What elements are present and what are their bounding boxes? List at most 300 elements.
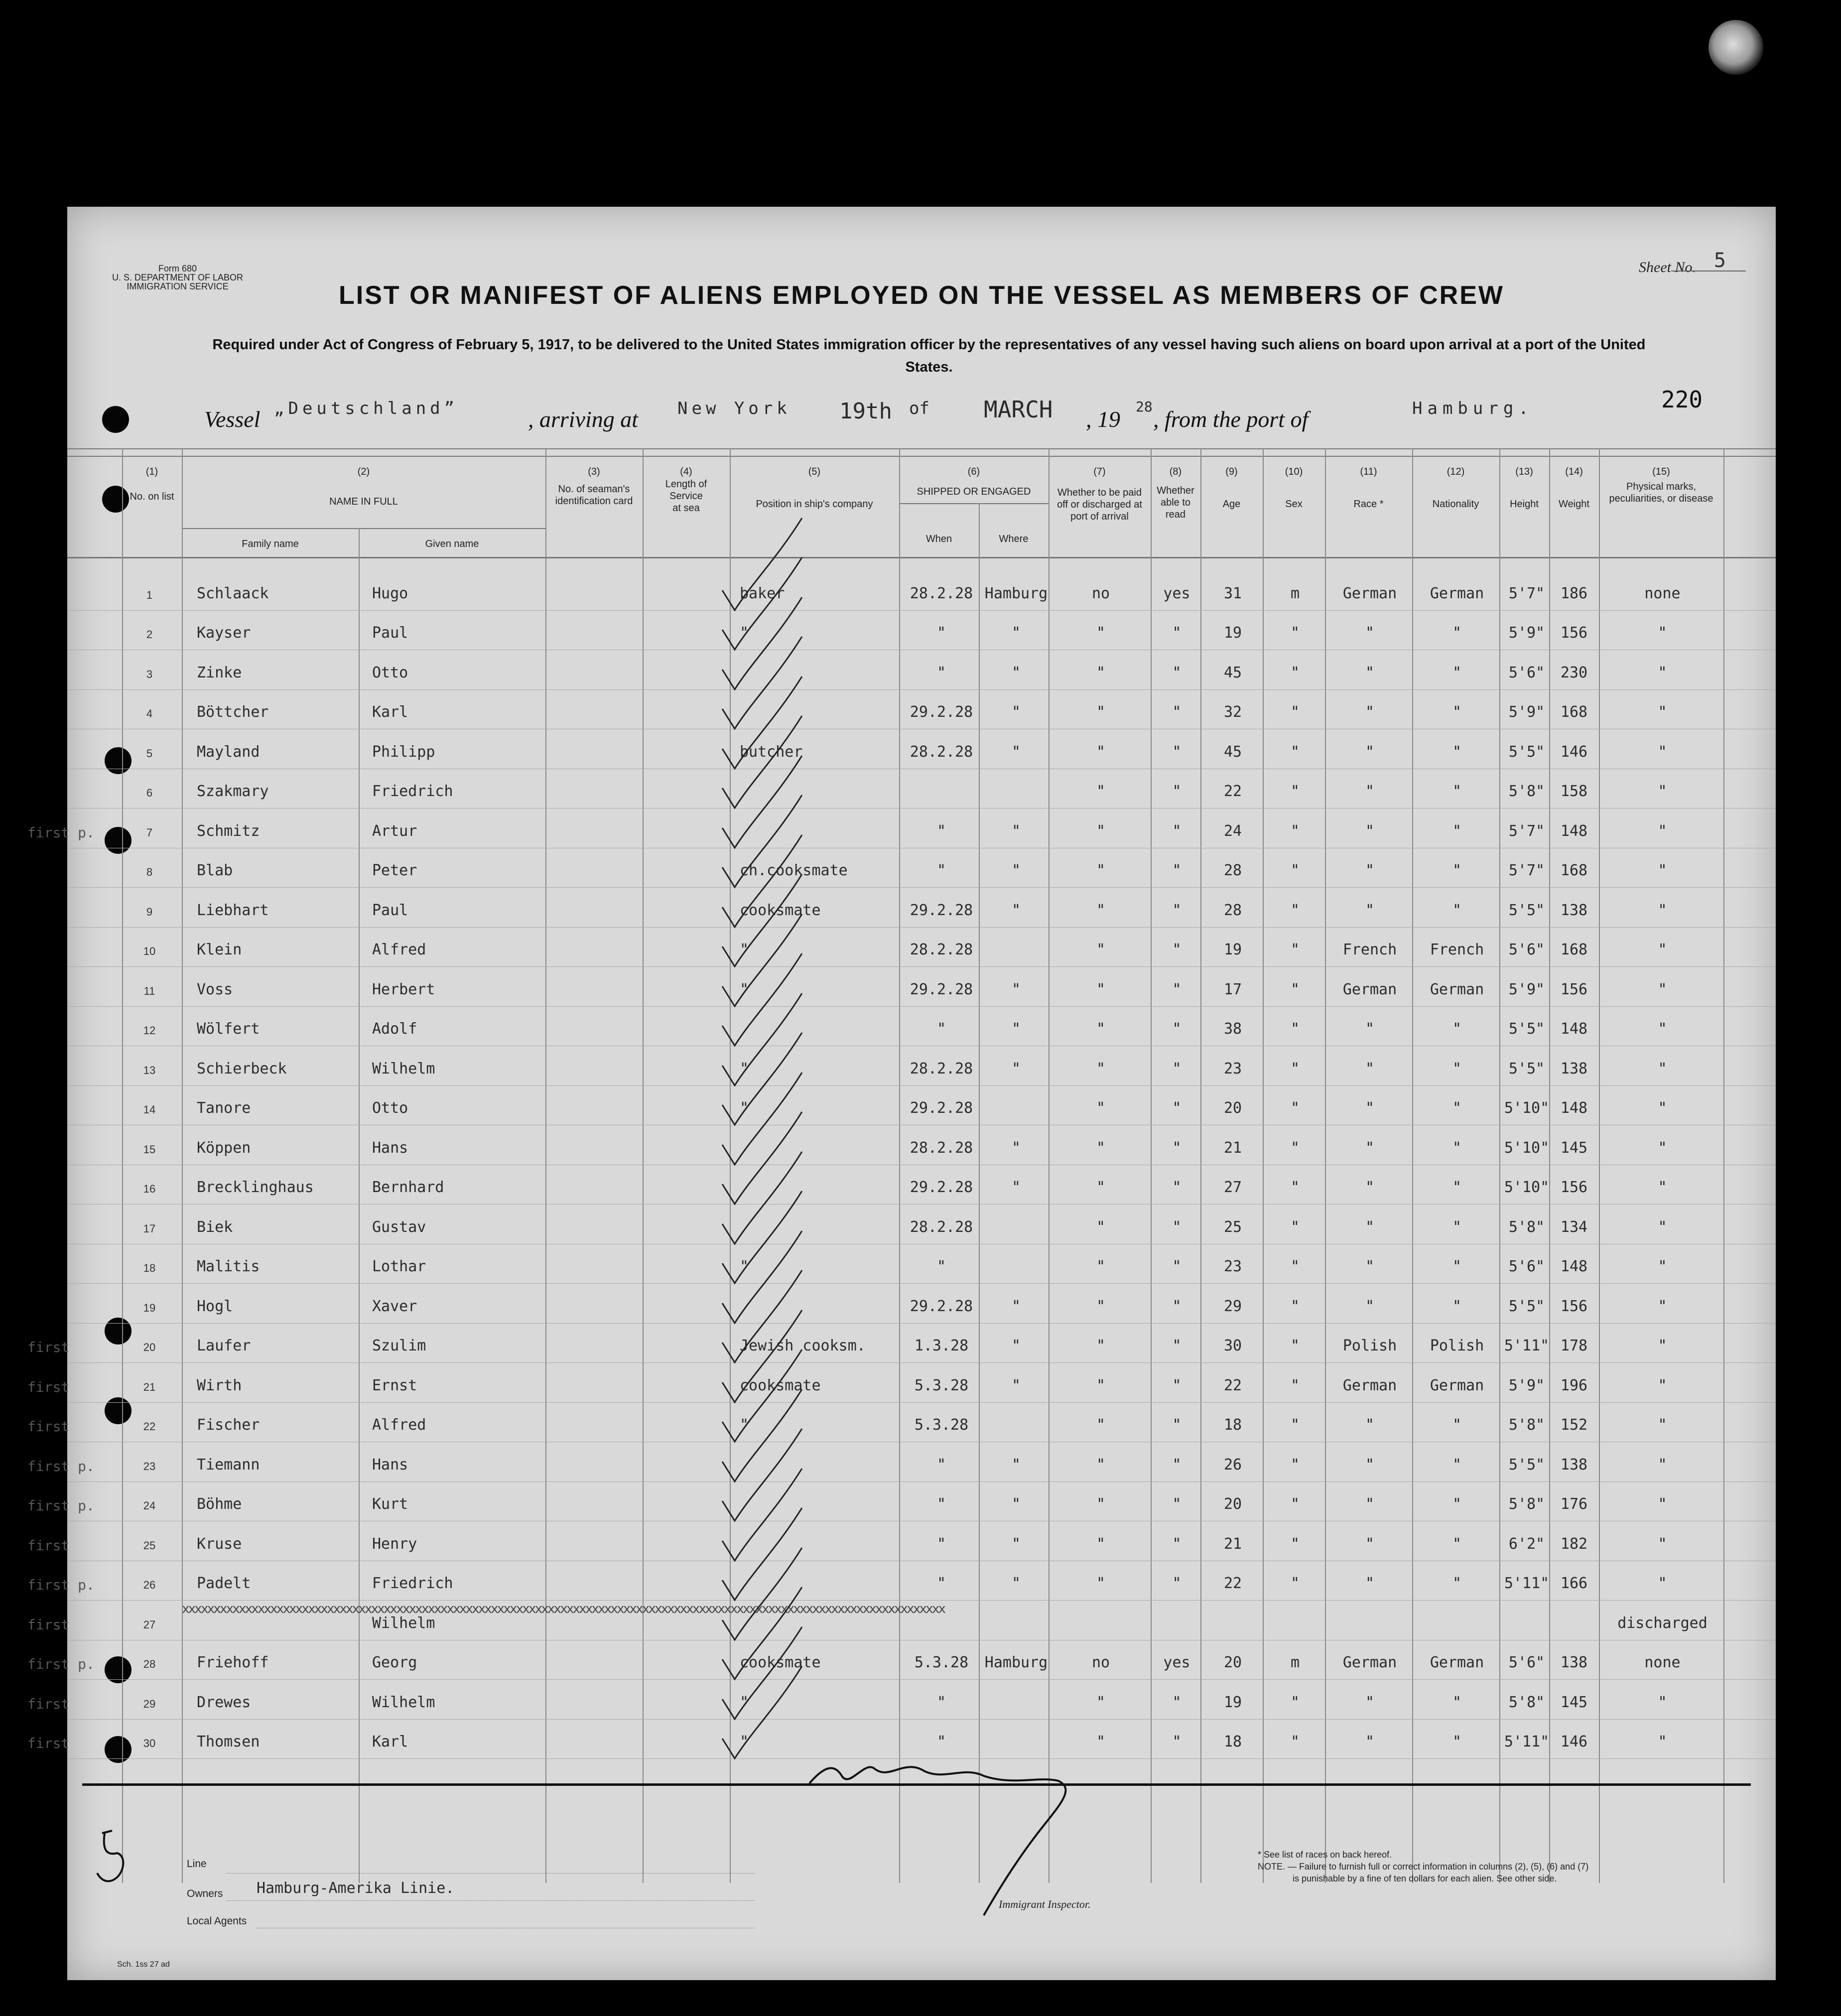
col-6-number: (6) xyxy=(967,466,980,477)
col-15-number: (15) xyxy=(1652,466,1670,477)
row-annotation: first p. xyxy=(27,1497,95,1514)
age: 21 xyxy=(1223,1535,1242,1553)
col-3-header: No. of seaman's identification card xyxy=(555,484,633,507)
weight: 158 xyxy=(1560,783,1588,800)
struck-out-row: xxxxxxxxxxxxxxxxxxxxxxxxxxxxxxxxxxxxxxxxxxxxxxxxxxxxxxxxxxxxxxxxxxxxxxxxxxxxxxxxxxxxxxxxxxxxxxxxxxxxxxxxxxxxxxxxxxxxxxxxx xyxy=(182,1602,945,1616)
height: 5'6" xyxy=(1508,941,1545,958)
shipped-when: " xyxy=(936,1020,946,1038)
race: German xyxy=(1342,981,1397,998)
sex: " xyxy=(1290,624,1300,642)
check-mark xyxy=(722,1310,802,1402)
arrival-port: New York xyxy=(677,399,791,418)
shipped-when: " xyxy=(936,1575,946,1592)
race: " xyxy=(1365,862,1375,879)
shipped-where: " xyxy=(1011,1535,1021,1553)
age: 17 xyxy=(1223,981,1242,998)
shipped-when: 28.2.28 xyxy=(910,1139,973,1157)
row-annotation: first xyxy=(27,1537,70,1554)
race: German xyxy=(1342,1377,1397,1394)
row-number: 17 xyxy=(143,1222,156,1235)
paid-off: " xyxy=(1096,1495,1106,1513)
departure-port: Hamburg. xyxy=(1412,399,1534,418)
given-name: Adolf xyxy=(372,1020,417,1038)
race: " xyxy=(1365,1535,1375,1553)
shipped-where: Hamburg xyxy=(984,1654,1048,1671)
physical-marks: " xyxy=(1658,1099,1667,1117)
department: U. S. DEPARTMENT OF LABOR xyxy=(112,272,244,282)
able-to-read: " xyxy=(1172,624,1182,642)
given-name: Kurt xyxy=(372,1495,408,1513)
paid-off: " xyxy=(1096,1575,1106,1592)
shipped-where: " xyxy=(1011,862,1021,879)
shipped-when: " xyxy=(936,1456,946,1474)
check-mark xyxy=(722,1112,802,1204)
age: 23 xyxy=(1223,1060,1242,1077)
row-number: 21 xyxy=(143,1381,156,1393)
row-number: 13 xyxy=(143,1064,156,1076)
paid-off: " xyxy=(1096,981,1106,998)
nationality: German xyxy=(1430,1377,1484,1394)
position: " xyxy=(740,1733,749,1750)
row-number: 12 xyxy=(143,1024,156,1037)
check-mark xyxy=(722,637,802,729)
family-name: Blab xyxy=(197,862,233,879)
weight: 138 xyxy=(1560,1654,1588,1671)
agents-label: Local Agents xyxy=(187,1915,247,1927)
given-name: Paul xyxy=(372,624,408,642)
shipped-where: " xyxy=(1011,1337,1021,1354)
given-name: Hans xyxy=(372,1139,408,1157)
family-name: Zinke xyxy=(197,664,242,681)
line-rule xyxy=(227,1873,755,1874)
able-to-read: " xyxy=(1172,1099,1182,1117)
physical-marks: " xyxy=(1658,1258,1667,1275)
weight: 166 xyxy=(1560,1575,1588,1592)
family-name: Böhme xyxy=(197,1495,242,1513)
age: 26 xyxy=(1223,1456,1242,1474)
able-to-read: " xyxy=(1172,1218,1182,1236)
given-name: Alfred xyxy=(372,941,426,958)
row-annotation: first p. xyxy=(27,1458,95,1475)
sex: " xyxy=(1290,1337,1300,1354)
nationality: " xyxy=(1452,1298,1462,1315)
shipped-when: 5.3.28 xyxy=(914,1416,969,1434)
check-mark xyxy=(722,993,802,1085)
family-name: Biek xyxy=(197,1218,233,1236)
nationality: " xyxy=(1452,1258,1462,1275)
nationality: " xyxy=(1452,664,1462,681)
shipped-where: " xyxy=(1011,1179,1021,1196)
height: 5'8" xyxy=(1508,1416,1545,1434)
physical-marks: " xyxy=(1658,1416,1667,1434)
paid-off: " xyxy=(1096,1456,1106,1474)
weight: 176 xyxy=(1560,1495,1588,1513)
col-15-header: Physical marks, peculiarities, or disease xyxy=(1609,481,1713,504)
physical-marks: " xyxy=(1658,783,1667,800)
weight: 138 xyxy=(1560,1060,1588,1077)
race: French xyxy=(1342,941,1397,958)
race: " xyxy=(1365,1139,1375,1157)
nationality: " xyxy=(1452,1416,1462,1434)
race: German xyxy=(1342,1654,1397,1671)
sex: " xyxy=(1290,1258,1300,1275)
row-number: 23 xyxy=(143,1460,156,1473)
line-label: Line xyxy=(187,1858,207,1870)
race: " xyxy=(1365,743,1375,761)
family-name: Schierbeck xyxy=(197,1060,287,1077)
position: " xyxy=(740,1060,749,1077)
shipped-when: 29.2.28 xyxy=(910,902,973,919)
sex: " xyxy=(1290,1495,1300,1513)
family-name: Wölfert xyxy=(197,1020,260,1038)
row-number: 7 xyxy=(146,826,153,839)
given-name: Ernst xyxy=(372,1377,417,1394)
nationality: " xyxy=(1452,902,1462,919)
paid-off: " xyxy=(1096,1020,1106,1038)
shipped-where: " xyxy=(1011,1298,1021,1315)
row-number: 6 xyxy=(146,787,153,799)
weight: 156 xyxy=(1560,624,1588,642)
sex: " xyxy=(1290,1139,1300,1157)
shipped-where: " xyxy=(1011,1020,1021,1038)
able-to-read: " xyxy=(1172,783,1182,800)
age: 29 xyxy=(1223,1298,1242,1315)
note-fine: NOTE. — Failure to furnish full or correct information in columns (2), (5), (6) and (7) xyxy=(1258,1862,1589,1872)
row-number: 18 xyxy=(143,1262,156,1274)
shipped-where: " xyxy=(1011,1495,1021,1513)
owners-value: Hamburg-Amerika Linie. xyxy=(257,1880,455,1897)
height: 5'9" xyxy=(1508,624,1545,642)
sex: " xyxy=(1290,743,1300,761)
able-to-read: " xyxy=(1172,941,1182,958)
family-name: Köppen xyxy=(197,1139,251,1157)
age: 20 xyxy=(1223,1654,1242,1671)
sex: " xyxy=(1290,1416,1300,1434)
col-11-header: Race * xyxy=(1353,499,1384,510)
able-to-read: yes xyxy=(1163,1654,1190,1671)
able-to-read: " xyxy=(1172,1020,1182,1038)
shipped-where: " xyxy=(1011,1060,1021,1077)
able-to-read: " xyxy=(1172,1179,1182,1196)
weight: 146 xyxy=(1560,1733,1588,1750)
shipped-where: " xyxy=(1011,902,1021,919)
row-number: 2 xyxy=(146,628,153,641)
row-annotation: first xyxy=(27,1616,70,1633)
nationality: German xyxy=(1430,981,1484,998)
paid-off: " xyxy=(1096,1337,1106,1354)
race: " xyxy=(1365,902,1375,919)
check-mark xyxy=(722,1548,802,1640)
shipped-when: 28.2.28 xyxy=(910,585,973,602)
weight: 146 xyxy=(1560,743,1588,761)
physical-marks: " xyxy=(1658,941,1667,958)
position: " xyxy=(740,981,749,998)
check-mark xyxy=(722,1152,802,1244)
family-name: Tanore xyxy=(197,1099,251,1117)
paid-off: " xyxy=(1096,624,1106,642)
race: " xyxy=(1365,624,1375,642)
shipped-when: 28.2.28 xyxy=(910,743,973,761)
nationality: " xyxy=(1452,1575,1462,1592)
inspector-signature xyxy=(809,1767,1065,1915)
family-name: Thomsen xyxy=(197,1733,260,1750)
able-to-read: " xyxy=(1172,822,1182,840)
check-mark xyxy=(722,756,802,848)
paid-off: " xyxy=(1096,1139,1106,1157)
weight: 138 xyxy=(1560,902,1588,919)
height: 5'11" xyxy=(1504,1575,1550,1592)
nationality: " xyxy=(1452,1218,1462,1236)
physical-marks: " xyxy=(1658,1535,1667,1553)
height: 5'6" xyxy=(1508,1654,1545,1671)
row-number: 30 xyxy=(143,1737,156,1749)
paid-off: " xyxy=(1096,902,1106,919)
row-number: 22 xyxy=(143,1420,156,1433)
shipped-when: " xyxy=(936,1535,946,1553)
check-mark xyxy=(722,716,802,808)
family-name: Fischer xyxy=(197,1416,260,1434)
col-2b-header: Given name xyxy=(425,538,479,549)
nationality: German xyxy=(1430,1654,1484,1671)
given-name: Lothar xyxy=(372,1258,426,1275)
able-to-read: " xyxy=(1172,1377,1182,1394)
vessel-label: Vessel xyxy=(204,406,261,432)
position: cooksmate xyxy=(740,1377,821,1394)
shipped-when: " xyxy=(936,624,946,642)
row-number: 25 xyxy=(143,1539,156,1552)
nationality: " xyxy=(1452,1495,1462,1513)
row-number: 14 xyxy=(143,1103,156,1116)
weight: 230 xyxy=(1560,664,1588,681)
col-5-number: (5) xyxy=(808,466,821,477)
physical-marks: " xyxy=(1658,1060,1667,1077)
height: 5'9" xyxy=(1508,703,1545,721)
weight: 148 xyxy=(1560,1020,1588,1038)
paid-off: " xyxy=(1096,941,1106,958)
age: 24 xyxy=(1223,822,1242,840)
paid-off: " xyxy=(1096,1099,1106,1117)
check-mark xyxy=(722,1231,802,1323)
position: cooksmate xyxy=(740,902,821,919)
sex: " xyxy=(1290,1218,1300,1236)
col-4-number: (4) xyxy=(680,466,692,477)
nationality: " xyxy=(1452,1694,1462,1711)
col-8-number: (8) xyxy=(1169,466,1182,477)
race: " xyxy=(1365,1575,1375,1592)
age: 28 xyxy=(1223,862,1242,879)
height: 5'5" xyxy=(1508,902,1545,919)
race: " xyxy=(1365,1218,1375,1236)
col-12-number: (12) xyxy=(1446,466,1465,477)
row-number: 28 xyxy=(143,1658,156,1670)
physical-marks: " xyxy=(1658,743,1667,761)
sex: " xyxy=(1290,902,1300,919)
position: " xyxy=(740,624,749,642)
race: " xyxy=(1365,1258,1375,1275)
height: 5'5" xyxy=(1508,1298,1545,1315)
row-annotation: first xyxy=(27,1418,70,1435)
paid-off: no xyxy=(1091,1654,1110,1671)
given-name: Georg xyxy=(372,1654,417,1671)
check-mark xyxy=(722,1627,802,1719)
position: " xyxy=(740,1099,749,1117)
col-7-number: (7) xyxy=(1093,466,1106,477)
weight: 182 xyxy=(1560,1535,1588,1553)
given-name: Karl xyxy=(372,1733,408,1750)
col-10-number: (10) xyxy=(1285,466,1303,477)
check-mark xyxy=(722,953,802,1046)
physical-marks: " xyxy=(1658,624,1667,642)
given-name: Henry xyxy=(372,1535,417,1553)
race: " xyxy=(1365,783,1375,800)
family-name: Brecklinghaus xyxy=(197,1179,314,1196)
age: 20 xyxy=(1223,1495,1242,1513)
height: 5'9" xyxy=(1508,1377,1545,1394)
physical-marks: none xyxy=(1644,1654,1681,1671)
age: 45 xyxy=(1223,664,1242,681)
height: 5'5" xyxy=(1508,1020,1545,1038)
age: 45 xyxy=(1223,743,1242,761)
row-number: 5 xyxy=(146,747,153,760)
sex: " xyxy=(1290,822,1300,840)
shipped-when: 29.2.28 xyxy=(910,1099,973,1117)
given-name: Gustav xyxy=(372,1218,426,1236)
age: 19 xyxy=(1223,1694,1242,1711)
col-2a-header: Family name xyxy=(242,538,299,549)
family-name: Mayland xyxy=(197,743,260,761)
paid-off: " xyxy=(1096,783,1106,800)
year-prefix: , 19 xyxy=(1086,406,1120,432)
family-name: Szakmary xyxy=(197,783,269,800)
weight: 145 xyxy=(1560,1139,1588,1157)
family-name: Schlaack xyxy=(197,585,269,602)
able-to-read: " xyxy=(1172,902,1182,919)
schedule-code: Sch. 1ss 27 ad xyxy=(117,1960,170,1969)
paid-off: " xyxy=(1096,1416,1106,1434)
col-2-number: (2) xyxy=(357,466,370,477)
shipped-when: 5.3.28 xyxy=(914,1654,969,1671)
able-to-read: " xyxy=(1172,1298,1182,1315)
given-name: Wilhelm xyxy=(372,1060,435,1077)
check-marks xyxy=(722,518,802,1758)
weight: 156 xyxy=(1560,1298,1588,1315)
able-to-read: " xyxy=(1172,1258,1182,1275)
shipped-when: " xyxy=(936,664,946,681)
check-mark xyxy=(722,557,802,650)
physical-marks: " xyxy=(1658,1495,1667,1513)
family-name: Voss xyxy=(197,981,233,998)
age: 25 xyxy=(1223,1218,1242,1236)
given-name: Herbert xyxy=(372,981,435,998)
physical-marks: " xyxy=(1658,1456,1667,1474)
able-to-read: " xyxy=(1172,1495,1182,1513)
row-number: 11 xyxy=(143,985,155,997)
row-annotation: first xyxy=(27,1696,70,1712)
able-to-read: " xyxy=(1172,743,1182,761)
col-13-number: (13) xyxy=(1515,466,1533,477)
given-name: Hugo xyxy=(372,585,408,602)
shipped-when: 29.2.28 xyxy=(910,1179,973,1196)
position: " xyxy=(740,1258,749,1275)
physical-marks: " xyxy=(1658,1020,1667,1038)
check-mark xyxy=(722,597,802,689)
col-14-header: Weight xyxy=(1559,499,1589,510)
height: 5'6" xyxy=(1508,664,1545,681)
physical-marks: " xyxy=(1658,1575,1667,1592)
shipped-when: 5.3.28 xyxy=(914,1377,969,1394)
family-name: Padelt xyxy=(197,1575,251,1592)
shipped-where: " xyxy=(1011,822,1021,840)
nationality: " xyxy=(1452,1179,1462,1196)
nationality: German xyxy=(1430,585,1484,602)
height: 5'5" xyxy=(1508,1456,1545,1474)
sex: " xyxy=(1290,1733,1300,1750)
check-mark xyxy=(722,1191,802,1283)
able-to-read: yes xyxy=(1163,585,1190,602)
weight: 148 xyxy=(1560,1099,1588,1117)
note-fine-2: is punishable by a fine of ten dollars for each alien. See other side. xyxy=(1293,1874,1557,1883)
check-mark xyxy=(722,518,802,610)
height: 5'7" xyxy=(1508,585,1545,602)
row-number: 10 xyxy=(143,945,156,957)
col-11-number: (11) xyxy=(1360,466,1377,477)
check-mark xyxy=(722,1587,802,1679)
position: " xyxy=(740,1416,749,1434)
col-1-number: (1) xyxy=(145,466,158,477)
age: 32 xyxy=(1223,703,1242,721)
shipped-where: " xyxy=(1011,1377,1021,1394)
height: 6'2" xyxy=(1508,1535,1545,1553)
check-mark xyxy=(722,1270,802,1362)
height: 5'7" xyxy=(1508,822,1545,840)
sex: " xyxy=(1290,1456,1300,1474)
family-name: Kruse xyxy=(197,1535,242,1553)
paid-off: " xyxy=(1096,1258,1106,1275)
col-8-header: Whether able to read xyxy=(1157,485,1194,520)
race: " xyxy=(1365,1179,1375,1196)
row-annotation: first p. xyxy=(27,824,95,841)
age: 23 xyxy=(1223,1258,1242,1275)
row-number: 26 xyxy=(143,1579,156,1591)
height: 5'8" xyxy=(1508,783,1545,800)
sex: " xyxy=(1290,783,1300,800)
family-name: Laufer xyxy=(197,1337,251,1354)
able-to-read: " xyxy=(1172,1575,1182,1592)
shipped-when: " xyxy=(936,1258,946,1275)
age: 18 xyxy=(1223,1733,1242,1750)
family-name: Klein xyxy=(197,941,242,958)
nationality: " xyxy=(1452,1733,1462,1750)
able-to-read: " xyxy=(1172,1139,1182,1157)
shipped-when: 29.2.28 xyxy=(910,981,973,998)
family-name: Hogl xyxy=(197,1298,233,1315)
row-number: 24 xyxy=(143,1499,156,1512)
nationality: " xyxy=(1452,1099,1462,1117)
paid-off: " xyxy=(1096,1298,1106,1315)
col-9-header: Age xyxy=(1222,499,1241,510)
sex: " xyxy=(1290,1694,1300,1711)
able-to-read: " xyxy=(1172,1060,1182,1077)
given-name: Xaver xyxy=(372,1298,417,1315)
col-7-header: Whether to be paid off or discharged at port of arrival xyxy=(1057,487,1142,522)
physical-marks: none xyxy=(1644,585,1681,602)
row-annotation: first p. xyxy=(27,1577,95,1593)
paid-off: " xyxy=(1096,743,1106,761)
race: " xyxy=(1365,822,1375,840)
age: 20 xyxy=(1223,1099,1242,1117)
weight: 148 xyxy=(1560,822,1588,840)
given-name: Friedrich xyxy=(372,1575,453,1592)
